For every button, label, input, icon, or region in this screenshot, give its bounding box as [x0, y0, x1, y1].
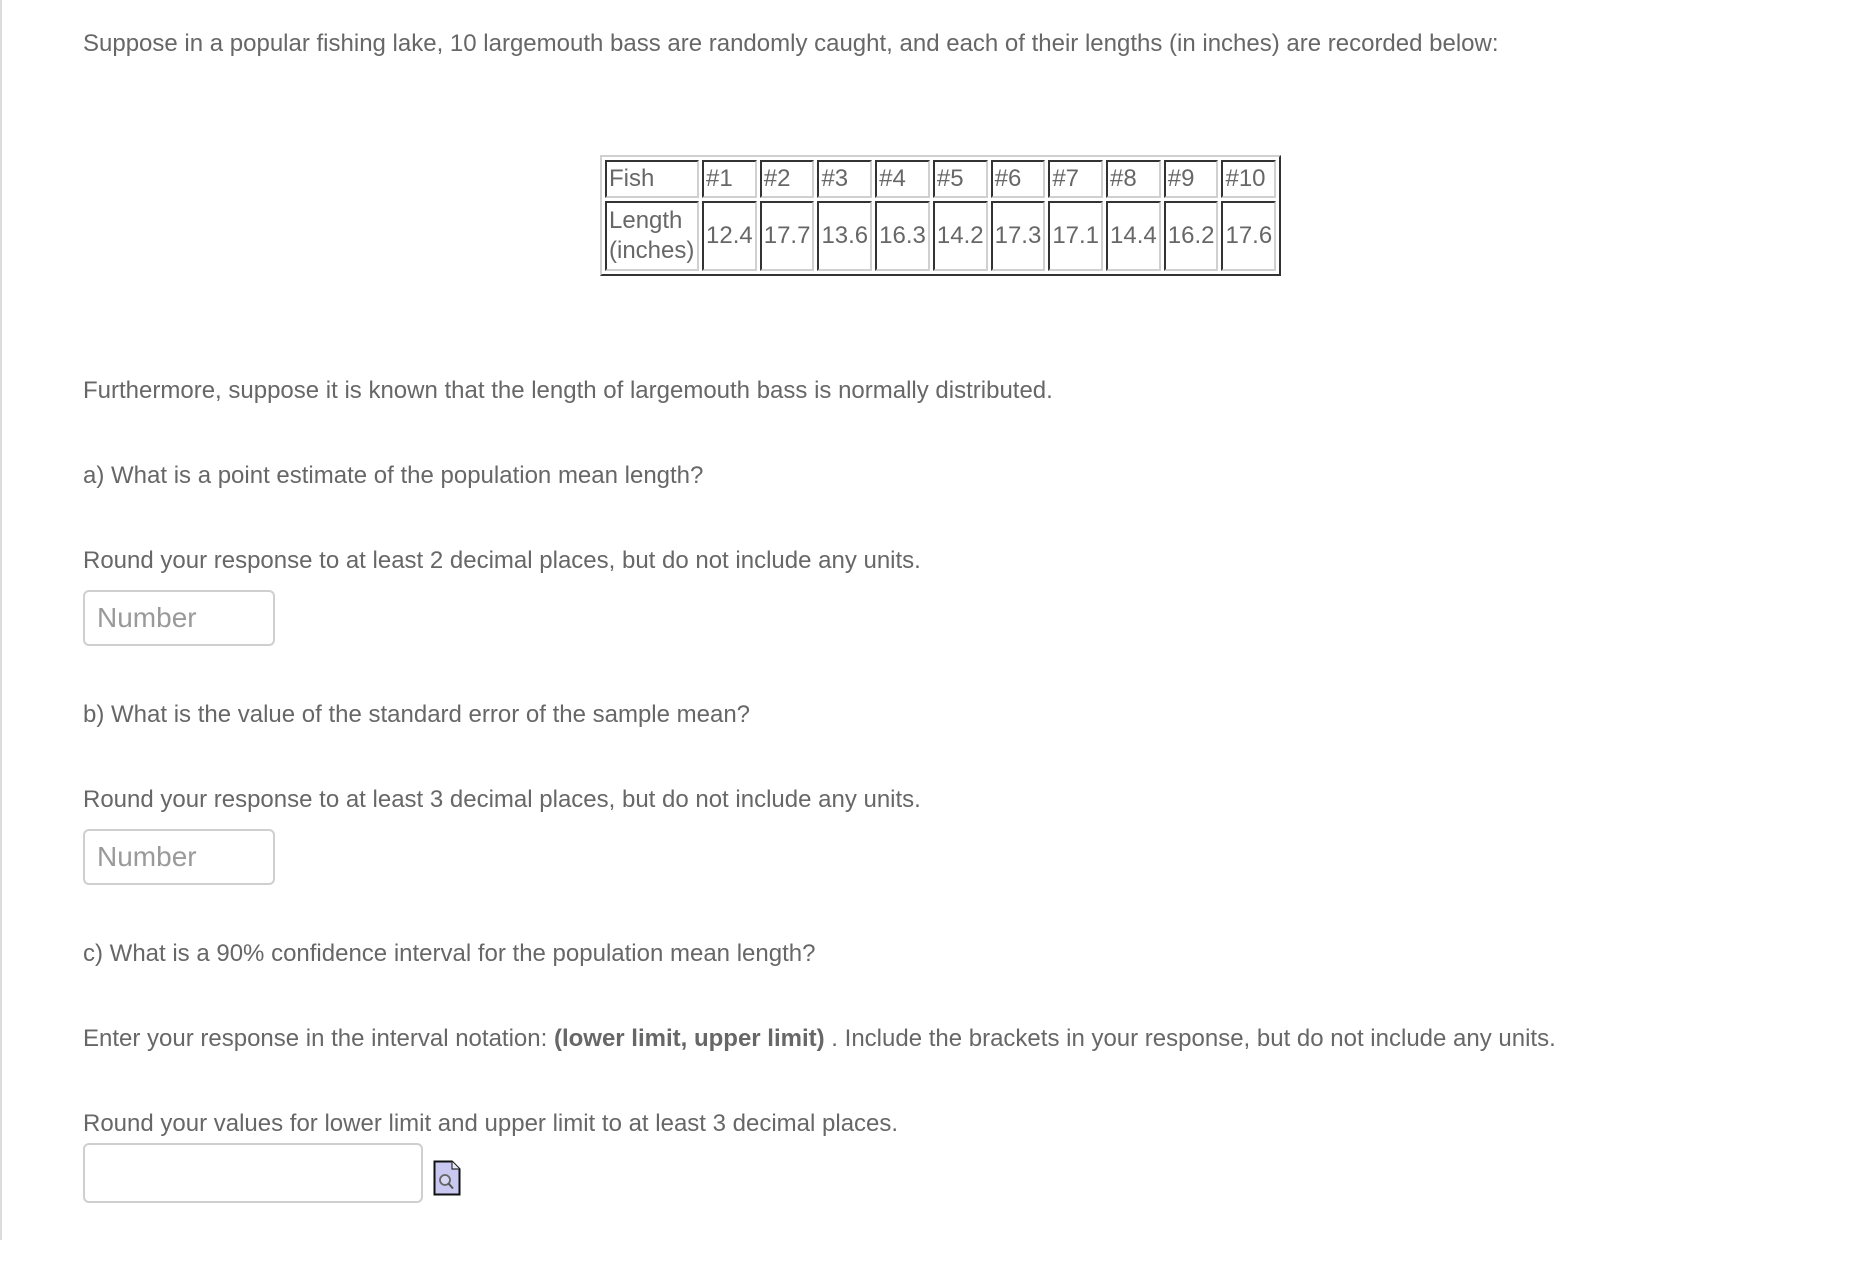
table-header-label: Fish — [605, 160, 699, 198]
table-cell-length: 16.3 — [875, 201, 930, 271]
part-a-question: a) What is a point estimate of the population mean length? — [83, 462, 704, 489]
table-cell-fish: #1 — [702, 160, 757, 198]
table-cell-length: 17.1 — [1048, 201, 1103, 271]
part-b-instruction: Round your response to at least 3 decimal places, but do not include any units. — [83, 786, 921, 813]
table-cell-fish: #10 — [1221, 160, 1276, 198]
part-c-rounding-note: Round your values for lower limit and upper limit to at least 3 decimal places. — [83, 1110, 899, 1137]
table-cell-length: 12.4 — [702, 201, 757, 271]
table-cell-fish: #6 — [991, 160, 1046, 198]
table-cell-fish: #4 — [875, 160, 930, 198]
row-label-line1: Length — [609, 207, 683, 234]
preview-document-magnifier-icon[interactable] — [433, 1160, 461, 1196]
left-border-rule — [0, 0, 2, 1240]
table-cell-length: 16.2 — [1164, 201, 1219, 271]
table-cell-length: 14.2 — [933, 201, 988, 271]
part-c-instruction — [83, 1024, 1556, 1054]
table-cell-fish: #5 — [933, 160, 988, 198]
table-cell-length: 13.6 — [817, 201, 872, 271]
fish-data-table — [600, 155, 1281, 276]
part-a-answer-input[interactable] — [83, 590, 275, 646]
table-cell-fish: #9 — [1164, 160, 1219, 198]
part-a-instruction: Round your response to at least 2 decimal places, but do not include any units. — [83, 547, 921, 574]
table-header-row — [605, 160, 1276, 198]
table-cell-fish: #2 — [760, 160, 815, 198]
part-c-question: c) What is a 90% confidence interval for the population mean length? — [83, 940, 816, 967]
table-row-label — [605, 201, 699, 271]
part-b-question: b) What is the value of the standard error of the sample mean? — [83, 701, 751, 728]
fish-data-table-wrapper — [600, 155, 1281, 276]
part-b-answer-input[interactable] — [83, 829, 275, 885]
normal-distribution-note: Furthermore, suppose it is known that the length of largemouth bass is normally distributed. — [83, 377, 1053, 404]
part-c-interval-input[interactable] — [83, 1143, 423, 1203]
table-cell-fish: #8 — [1106, 160, 1161, 198]
table-cell-length: 17.7 — [760, 201, 815, 271]
row-label-line2: (inches) — [609, 237, 695, 264]
intro-text: Suppose in a popular fishing lake, 10 largemouth bass are randomly caught, and each of their lengths (in inches) are recorded below: — [83, 30, 1499, 57]
table-cell-fish: #7 — [1048, 160, 1103, 198]
table-length-row — [605, 201, 1276, 271]
table-cell-length: 17.6 — [1221, 201, 1276, 271]
interval-notation-bold: (lower limit, upper limit) — [553, 1025, 825, 1052]
table-cell-fish: #3 — [817, 160, 872, 198]
table-cell-length: 14.4 — [1106, 201, 1161, 271]
instruction-prefix: Enter your response in the interval notation: — [83, 1025, 554, 1052]
table-cell-length: 17.3 — [991, 201, 1046, 271]
instruction-suffix: . Include the brackets in your response, but do not include any units. — [824, 1025, 1556, 1052]
